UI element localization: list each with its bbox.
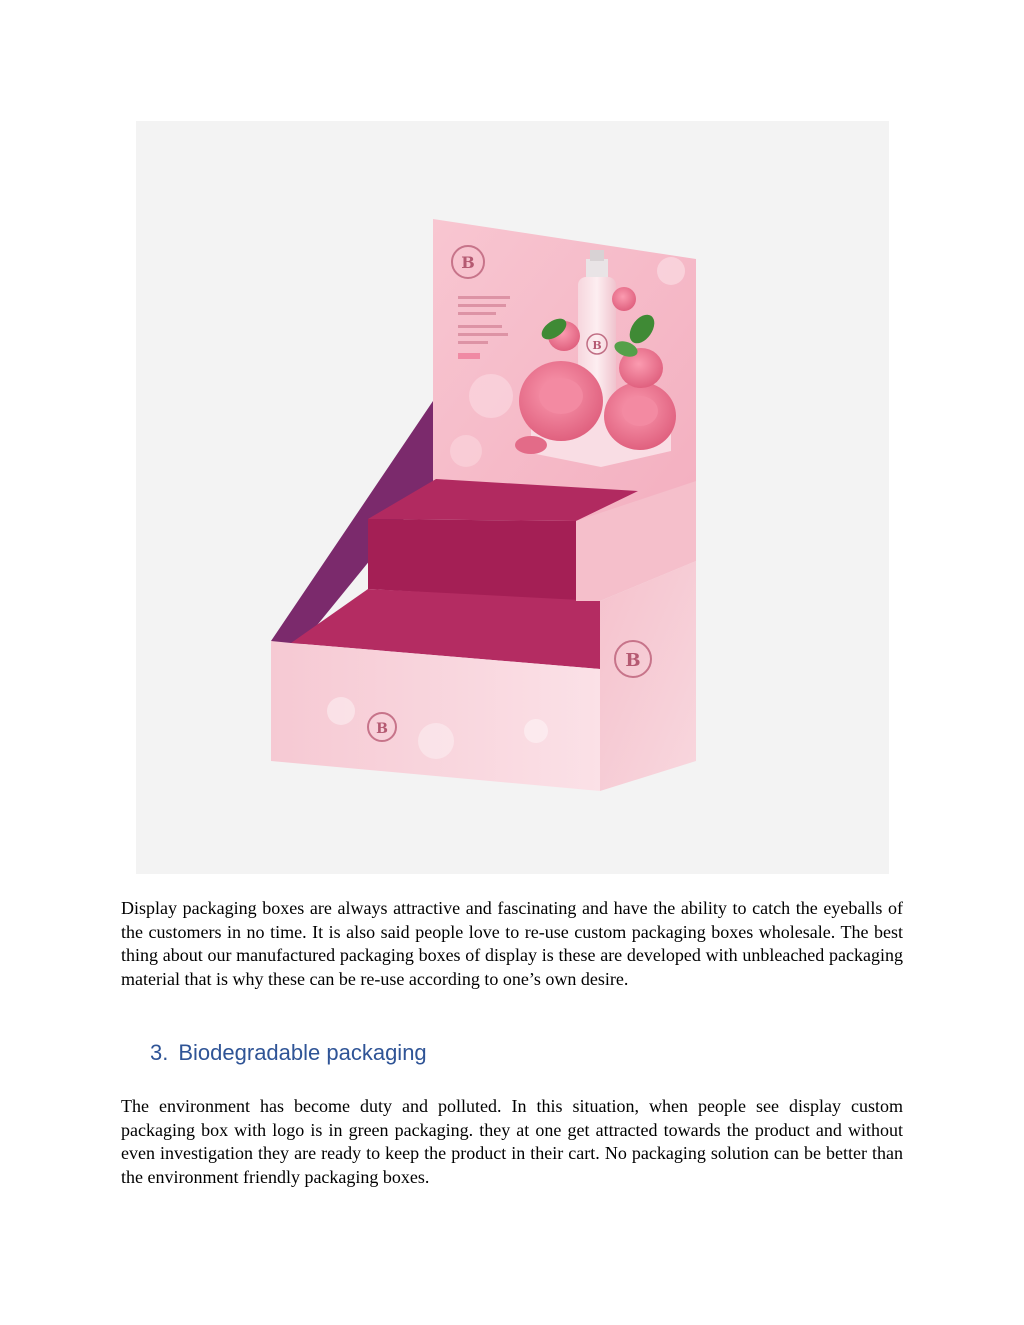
bokeh-circle: [657, 257, 685, 285]
heading-text: Biodegradable packaging: [178, 1040, 427, 1065]
bokeh-circle: [450, 435, 482, 467]
svg-text:B: B: [625, 650, 641, 671]
heading-number: 3.: [150, 1040, 169, 1065]
display-box-image: [136, 121, 889, 874]
section-heading: [150, 1040, 427, 1066]
paragraph-biodegradable: The environment has become duty and polluted. In this situation, when people see display custom packaging box with logo is in green packaging. they at one get attracted towards the product and without even investigation they are ready to keep the product in their cart. No packaging solution can be better than the environment friendly packaging boxes.: [121, 1096, 903, 1187]
display-box-illustration: [136, 121, 889, 874]
bokeh-circle: [469, 374, 513, 418]
bokeh-circle: [418, 723, 454, 759]
paragraph-display-boxes: Display packaging boxes are always attractive and fascinating and have the ability to catch the eyeballs of the customers in no time. It is also said people love to re-use custom packaging boxes wholesale. The best thing about our manufactured packaging boxes of display is these are developed with unbleached packaging material that is why these can be re-use according to one’s own desire.: [121, 898, 903, 989]
upper-step-front: [368, 519, 576, 601]
svg-text:B: B: [376, 721, 388, 737]
svg-text:B: B: [461, 253, 475, 272]
bokeh-circle: [524, 719, 548, 743]
bokeh-circle: [327, 697, 355, 725]
right-side-panel: [600, 561, 696, 791]
svg-text:B: B: [592, 339, 602, 352]
